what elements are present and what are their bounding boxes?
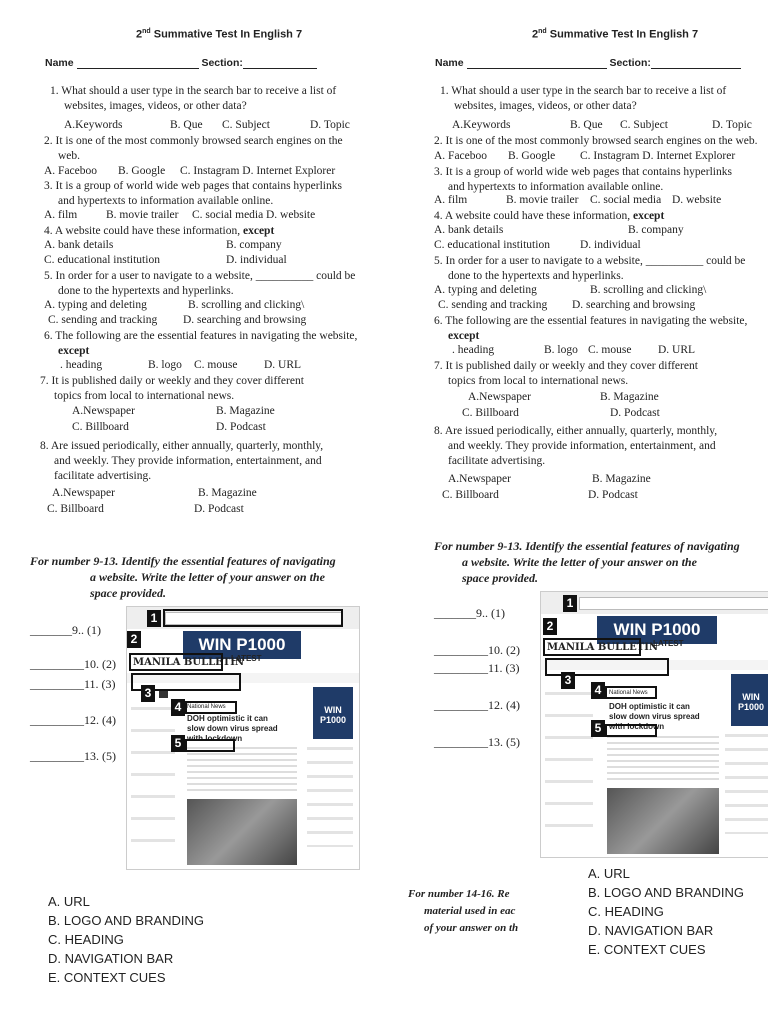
banner-ad: WIN P1000 (183, 631, 301, 659)
article-headline: DOH optimistic it can slow down virus spread with lockdown (187, 714, 278, 743)
question-1: 1. What should a user type in the search bar to receive a list of websites, images, videos, or other data? (440, 85, 727, 112)
option: D. searching and browsing (183, 314, 307, 326)
marker-4: 4 (171, 699, 185, 716)
option: B. Google (508, 150, 556, 162)
choice-d: D. NAVIGATION BAR (48, 951, 174, 966)
option: C. sending and tracking (48, 314, 158, 326)
option: D. website (266, 209, 316, 221)
option: B. Que (570, 119, 603, 131)
highlight-logo (129, 653, 223, 671)
option: B. Que (170, 119, 203, 131)
option: A. typing and deleting (44, 299, 147, 311)
option: A. film (434, 194, 468, 206)
option: C. Instagram D. Internet Explorer (580, 150, 736, 162)
answer-blank-10[interactable]: _________10. (2) (30, 657, 116, 671)
question-2: 2. It is one of the most commonly browsed search engines on the web. (44, 135, 343, 162)
question-6: 6. The following are the essential features in navigating the website, except (44, 330, 358, 357)
choice-a: A. URL (48, 894, 90, 909)
option: D. Podcast (216, 421, 266, 433)
marker-5: 5 (171, 735, 185, 752)
question-6: 6. The following are the essential features in navigating the website, except (434, 315, 748, 342)
question-3: 3. It is a group of world wide web pages that contains hyperlinks and hypertexts to information available online. (434, 166, 732, 193)
option: D. individual (580, 239, 641, 251)
question-3: 3. It is a group of world wide web pages that contains hyperlinks and hypertexts to information available online. (44, 180, 342, 207)
website-screenshot (126, 606, 360, 870)
option: B. movie trailer (106, 209, 179, 221)
highlight-heading (185, 701, 237, 714)
answer-blank-13[interactable]: _________13. (5) (30, 749, 116, 763)
option: . heading (452, 344, 495, 356)
news-list (131, 707, 175, 857)
choice-b: B. LOGO AND BRANDING (588, 885, 745, 900)
option: D. Podcast (610, 407, 660, 419)
choice-c: C. HEADING (48, 932, 124, 947)
choice-c: C. HEADING (588, 904, 664, 919)
highlight-context (185, 739, 235, 752)
question-8: 8. Are issued periodically, either annually, quarterly, monthly, and weekly. They provide information, entertainment, and facilitate advertising. (40, 440, 324, 482)
test-title: 2nd Summative Test In English 7 (136, 28, 303, 41)
highlight-context (605, 724, 657, 737)
option: C. educational institution (44, 254, 160, 266)
option: . heading (60, 359, 103, 371)
option: A.Newspaper (52, 487, 115, 499)
option: A. typing and deleting (434, 284, 537, 296)
question-5: 5. In order for a user to navigate to a website, __________ could be done to the hypertexts and hyperlinks. (434, 255, 746, 282)
article-text (187, 747, 297, 791)
answer-choices (48, 892, 204, 987)
option: B. logo (148, 359, 182, 371)
option: D. Topic (712, 119, 752, 131)
article-text (607, 736, 719, 780)
option: B. Google (118, 165, 166, 177)
option: D. Podcast (194, 503, 244, 515)
answer-choices (588, 864, 744, 959)
marker-1: 1 (563, 595, 577, 612)
option: C. social media (590, 194, 662, 206)
option: C. Subject (222, 119, 270, 131)
section-heading-9-13: For number 9-13. Identify the essential features of navigating a website. Write the letter of your answer on the space provided. (434, 539, 740, 585)
name-section-line[interactable]: Name Section: (45, 57, 317, 69)
option: C. mouse (194, 359, 238, 371)
option: C. Instagram D. Internet Explorer (180, 165, 336, 177)
marker-3: 3 (561, 672, 575, 689)
option: C. Billboard (47, 503, 104, 515)
option: C. Billboard (462, 407, 519, 419)
section-heading-14-16: For number 14-16. Re material used in eac of your answer on th (408, 888, 519, 934)
marker-2: 2 (127, 631, 141, 648)
option: A. Faceboo (44, 165, 98, 177)
sidebar-news (725, 734, 768, 834)
answer-blank-11[interactable]: _________11. (3) (434, 661, 520, 675)
option: A. Faceboo (434, 150, 488, 162)
option: B. Magazine (216, 405, 275, 417)
answer-blank-9[interactable]: _______9.. (1) (30, 623, 101, 637)
question-1: 1. What should a user type in the search bar to receive a list of websites, images, videos, or other data? (50, 85, 337, 112)
choice-b: B. LOGO AND BRANDING (48, 913, 205, 928)
question-2: 2. It is one of the most commonly browsed search engines on the web. (434, 135, 758, 147)
website-screenshot (540, 591, 768, 858)
option: A.Keywords (64, 119, 123, 131)
option: C. educational institution (434, 239, 550, 251)
highlight-logo (543, 638, 641, 656)
question-4: 4. A website could have these information, except (44, 225, 275, 237)
section-heading-9-13: For number 9-13. Identify the essential features of navigating a website. Write the letter of your answer on the space provided. (30, 554, 336, 600)
banner-ad: WIN P1000 (597, 616, 717, 644)
option: D. website (672, 194, 722, 206)
sidebar-news (307, 747, 353, 847)
section-label: National News (609, 690, 648, 696)
option: B. Magazine (600, 391, 659, 403)
right-test-page (388, 0, 768, 1024)
option: B. company (628, 224, 684, 236)
choice-a: A. URL (588, 866, 630, 881)
marker-5: 5 (591, 720, 605, 737)
option: C. social media (192, 209, 264, 221)
choice-d: D. NAVIGATION BAR (588, 923, 714, 938)
answer-blank-11[interactable]: _________11. (3) (30, 677, 116, 691)
answer-blank-12[interactable]: _________12. (4) (30, 713, 116, 727)
question-8: 8. Are issued periodically, either annually, quarterly, monthly, and weekly. They provide information, entertainment, and facilitate advertising. (434, 425, 718, 467)
question-4: 4. A website could have these information, except (434, 210, 665, 222)
option: B. movie trailer (506, 194, 579, 206)
news-list (545, 692, 593, 842)
option: C. Billboard (442, 489, 499, 501)
marker-1: 1 (147, 610, 161, 627)
answer-blank-10[interactable]: _________10. (2) (434, 643, 520, 657)
option: D. Podcast (588, 489, 638, 501)
article-headline: DOH optimistic it can slow down virus spread with lockdown (609, 702, 700, 731)
side-ad: WIN P1000 (313, 687, 353, 739)
site-logo: MANILA BULLETIN (547, 642, 659, 653)
answer-blank-13[interactable]: _________13. (5) (434, 735, 520, 749)
test-title: 2nd Summative Test In English 7 (532, 28, 699, 41)
latest-label: LATEST (653, 639, 684, 648)
url-field (579, 597, 768, 610)
option: B. scrolling and clicking\ (188, 299, 305, 311)
option: B. Magazine (592, 473, 651, 485)
option: A.Newspaper (468, 391, 531, 403)
highlight-url (163, 609, 343, 627)
site-logo: MANILA BULLETIN (133, 657, 245, 668)
option: A. bank details (434, 224, 504, 236)
choice-e: E. CONTEXT CUES (48, 970, 166, 985)
highlight-heading (605, 686, 657, 699)
option: A.Newspaper (72, 405, 135, 417)
option: C. Billboard (72, 421, 129, 433)
option: C. mouse (588, 344, 632, 356)
option: C. Subject (620, 119, 668, 131)
option: A. bank details (44, 239, 114, 251)
article-photo (187, 799, 297, 865)
option: D. URL (658, 344, 696, 356)
option: D. individual (226, 254, 287, 266)
option: B. Magazine (198, 487, 257, 499)
name-section-line[interactable]: Name Section: (435, 57, 741, 69)
side-ad: WIN P1000 (731, 674, 768, 726)
latest-label: LATEST (231, 654, 262, 663)
section-label: National News (187, 704, 226, 710)
article-photo (607, 788, 719, 854)
answer-blank-9[interactable]: _______9.. (1) (434, 606, 505, 620)
option: D. URL (264, 359, 302, 371)
question-7: 7. It is published daily or weekly and they cover different topics from local to international news. (40, 375, 304, 402)
option: D. searching and browsing (572, 299, 696, 311)
marker-4: 4 (591, 682, 605, 699)
marker-3: 3 (141, 685, 155, 702)
question-5: 5. In order for a user to navigate to a website, __________ could be done to the hypertexts and hyperlinks. (44, 270, 356, 297)
answer-blank-12[interactable]: _________12. (4) (434, 698, 520, 712)
option: A. film (44, 209, 78, 221)
option: B. logo (544, 344, 578, 356)
choice-e: E. CONTEXT CUES (588, 942, 706, 957)
marker-2: 2 (543, 618, 557, 635)
option: B. company (226, 239, 282, 251)
option: B. scrolling and clicking\ (590, 284, 707, 296)
option: C. sending and tracking (438, 299, 548, 311)
option: A.Newspaper (448, 473, 511, 485)
option: A.Keywords (452, 119, 511, 131)
question-7: 7. It is published daily or weekly and they cover different topics from local to international news. (434, 360, 698, 387)
option: D. Topic (310, 119, 350, 131)
